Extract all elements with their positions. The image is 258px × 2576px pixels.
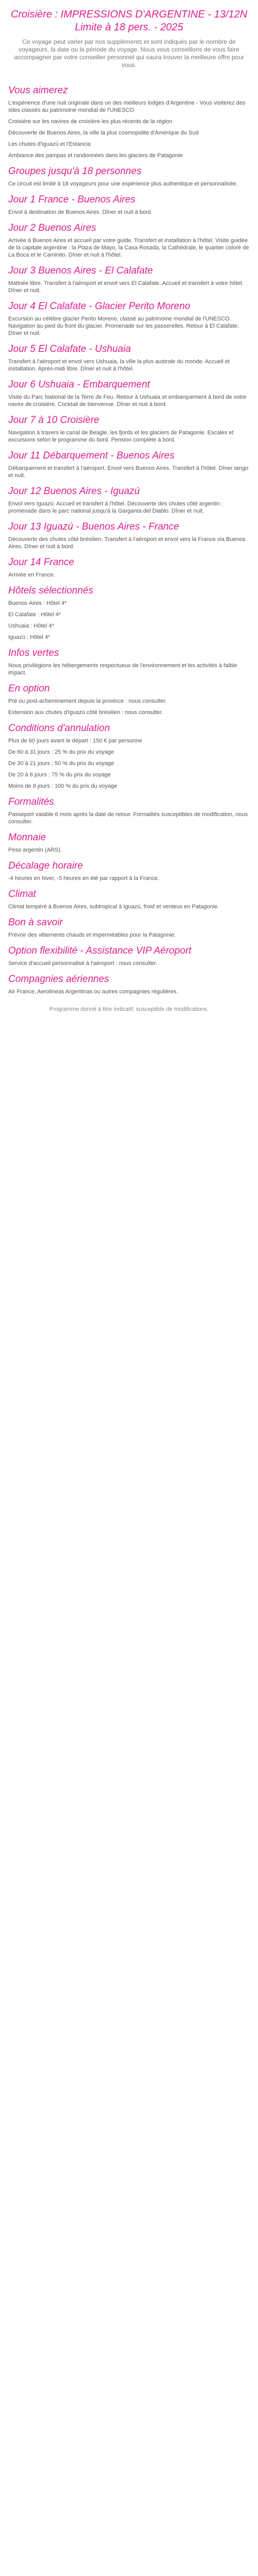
section-title: Jour 1 France - Buenos Aires (8, 194, 136, 205)
section-title: En option (8, 683, 50, 694)
section-paragraph: Envol vers Iguazú. Accueil et transfert à l'hôtel. Découverte des chutes côté argentin : promenade dans le parc national jusqu'à la Garganta del Diablo. Dîner et nuit. (8, 501, 223, 514)
section-title: Option flexibilité - Assistance VIP Aéroport (8, 945, 191, 956)
section-title: Conditions d'annulation (8, 723, 110, 734)
section-paragraph: Plus de 60 jours avant le départ : 150 € par personne (8, 738, 142, 744)
section-5 (8, 300, 250, 337)
section-paragraph: Arrivée à Buenos Aires et accueil par votre guide. Transfert et installation à l'hôtel. Visite guidée de la capitale argentine : la Plaza de Mayo, la Casa Rosada, la Cathédrale, le quartier coloré de La Boca et le Caminito. Dîner et nuit à l'hôtel. (8, 238, 249, 258)
section-12 (8, 556, 250, 579)
page-title: Croisière : IMPRESSIONS D'ARGENTINE - 13/12N Limite à 18 pers. - 2025 (10, 9, 248, 33)
section-9 (8, 450, 250, 479)
header (8, 0, 250, 78)
sections-container (8, 84, 250, 995)
section-2 (8, 194, 250, 216)
section-21 (8, 917, 250, 939)
section-16 (8, 722, 250, 790)
section-title: Jour 7 à 10 Croisière (8, 415, 100, 426)
section-paragraph: Arrivée en France. (8, 572, 55, 578)
section-paragraph: Extension aux chutes d'Iguazú côté brésilien : nous consulter. (8, 709, 163, 716)
section-paragraph: De 30 à 21 jours : 50 % du prix du voyage (8, 760, 114, 767)
section-paragraph: Découverte des chutes côté brésilien. Transfert à l'aéroport et envol vers la France via Buenos Aires. Dîner et nuit à bord. (8, 536, 246, 550)
section-paragraph: De 60 à 31 jours : 25 % du prix du voyage (8, 749, 114, 755)
section-title: Jour 13 Iguazú - Buenos Aires - France (8, 521, 179, 532)
section-23 (8, 973, 250, 995)
section-14 (8, 647, 250, 676)
section-title: Compagnies aériennes (8, 974, 109, 985)
section-13 (8, 585, 250, 641)
section-19 (8, 860, 250, 882)
section-paragraph: Prévoir des vêtements chauds et imperméables pour la Patagonie. (8, 932, 176, 938)
section-title: Groupes jusqu'à 18 personnes (8, 166, 142, 177)
section-paragraph: Iguazú : Hôtel 4* (8, 634, 51, 640)
section-title: Jour 14 France (8, 557, 74, 568)
section-paragraph: Les chutes d'Iguazú et l'Estancia (8, 141, 91, 147)
section-6 (8, 343, 250, 372)
section-8 (8, 414, 250, 444)
section-paragraph: Peso argentin (ARS). (8, 847, 62, 853)
section-title: Infos vertes (8, 648, 59, 658)
section-paragraph: Service d'accueil personnalisé à l'aéroport : nous consulter. (8, 960, 157, 967)
section-paragraph: L'expérience d'une nuit originale dans un des meilleurs lodges d'Argentine - Vous visiterez des sites classés au patrimoine mondial de l'UNESCO (8, 100, 246, 113)
section-paragraph: De 20 à 8 jours : 75 % du prix du voyage (8, 772, 111, 778)
section-15 (8, 683, 250, 716)
section-paragraph: Air France, Aerolineas Argentinas ou autres compagnies régulières. (8, 989, 178, 995)
section-20 (8, 888, 250, 910)
section-title: Jour 12 Buenos Aires - Iguazú (8, 486, 140, 497)
section-paragraph: Ce circuit est limité à 18 voyageurs pour une expérience plus authentique et personnalisée. (8, 181, 238, 187)
section-title: Jour 3 Buenos Aires - El Calafate (8, 265, 153, 276)
section-title: Décalage horaire (8, 860, 83, 871)
section-1 (8, 165, 250, 188)
section-title: Jour 11 Débarquement - Buenos Aires (8, 450, 175, 461)
section-paragraph: Buenos Aires : Hôtel 4* (8, 600, 67, 606)
section-paragraph: Navigation à travers le canal de Beagle, les fjords et les glaciers de Patagonie. Escales et excursions selon le programme du bord. Pension complète à bord. (8, 430, 234, 443)
section-22 (8, 945, 250, 967)
section-title: Hôtels sélectionnés (8, 585, 93, 596)
section-10 (8, 485, 250, 515)
section-paragraph: Envol à destination de Buenos Aires. Dîner et nuit à bord. (8, 209, 153, 215)
section-paragraph: Moins de 8 jours : 100 % du prix du voyage (8, 783, 117, 789)
section-paragraph: Climat tempéré à Buenos Aires, subtropical à Iguazú, froid et venteux en Patagonie. (8, 904, 219, 910)
section-7 (8, 379, 250, 408)
section-paragraph: Découverte de Buenos Aires, la ville la plus cosmopolite d'Amérique du Sud (8, 130, 199, 136)
section-paragraph: Ambiance des pampas et randonnées dans les glaciers de Patagonie (8, 152, 183, 159)
section-11 (8, 521, 250, 550)
section-paragraph: Matinée libre. Transfert à l'aéroport et envol vers El Calafate. Accueil et transfert à votre hôtel. Dîner et nuit. (8, 280, 244, 294)
section-title: Jour 6 Ushuaia - Embarquement (8, 379, 150, 390)
section-title: Jour 5 El Calafate - Ushuaia (8, 344, 131, 354)
section-4 (8, 265, 250, 294)
section-paragraph: Visite du Parc National de la Terre de Feu. Retour à Ushuaia et embarquement à bord de votre navire de croisière. Cocktail de bienvenue. Dîner et nuit à bord. (8, 394, 247, 408)
section-paragraph: El Calafate : Hôtel 4* (8, 612, 61, 618)
section-paragraph: Croisière sur les navires de croisière les plus récents de la région (8, 118, 172, 125)
section-title: Climat (8, 889, 36, 900)
section-title: Jour 4 El Calafate - Glacier Perito Moreno (8, 301, 190, 312)
section-title: Jour 2 Buenos Aires (8, 223, 96, 233)
section-0 (8, 84, 250, 159)
section-title: Formalités (8, 796, 54, 807)
page (0, 0, 258, 1033)
footer-note: Programme donné à titre indicatif, susceptible de modifications. (49, 1006, 209, 1012)
section-title: Monnaie (8, 832, 46, 843)
section-paragraph: Débarquement et transfert à l'aéroport. Envol vers Buenos Aires. Transfert à l'hôtel. Dîner tango et nuit. (8, 465, 249, 479)
section-paragraph: Transfert à l'aéroport et envol vers Ushuaia, la ville la plus australe du monde. Accueil et installation. Après-midi libre. Dîner et nuit à l'hôtel. (8, 359, 230, 372)
section-paragraph: Pré ou post-acheminement depuis la province : nous consulter. (8, 698, 167, 704)
section-17 (8, 796, 250, 825)
section-title: Vous aimerez (8, 85, 68, 96)
intro-text: Ce voyage peut varier par nos suppléments et sont indiqués par le nombre de voyageurs, la date ou la période du voyage. Nous vous conseillons de vous faire accompagner par votre conseiller personnel qui saura trouver la meilleure offre pour vous. (13, 38, 244, 69)
section-paragraph: Passeport valable 6 mois après la date de retour. Formalités susceptibles de modification, nous consulter. (8, 811, 248, 825)
section-paragraph: Excursion au célèbre glacier Perito Moreno, classé au patrimoine mondial de l'UNESCO. Navigation au pied du front du glacier. Promenade sur les passerelles. Retour à El Calafate. Dîner et nuit. (8, 316, 239, 336)
section-paragraph: Nous privilégions les hébergements respectueux de l'environnement et les activités à faible impact. (8, 663, 237, 676)
section-18 (8, 832, 250, 854)
section-paragraph: Ushuaia : Hôtel 4* (8, 623, 54, 629)
section-paragraph: -4 heures en hiver, -5 heures en été par rapport à la France. (8, 875, 159, 882)
section-3 (8, 222, 250, 259)
section-title: Bon à savoir (8, 917, 63, 928)
